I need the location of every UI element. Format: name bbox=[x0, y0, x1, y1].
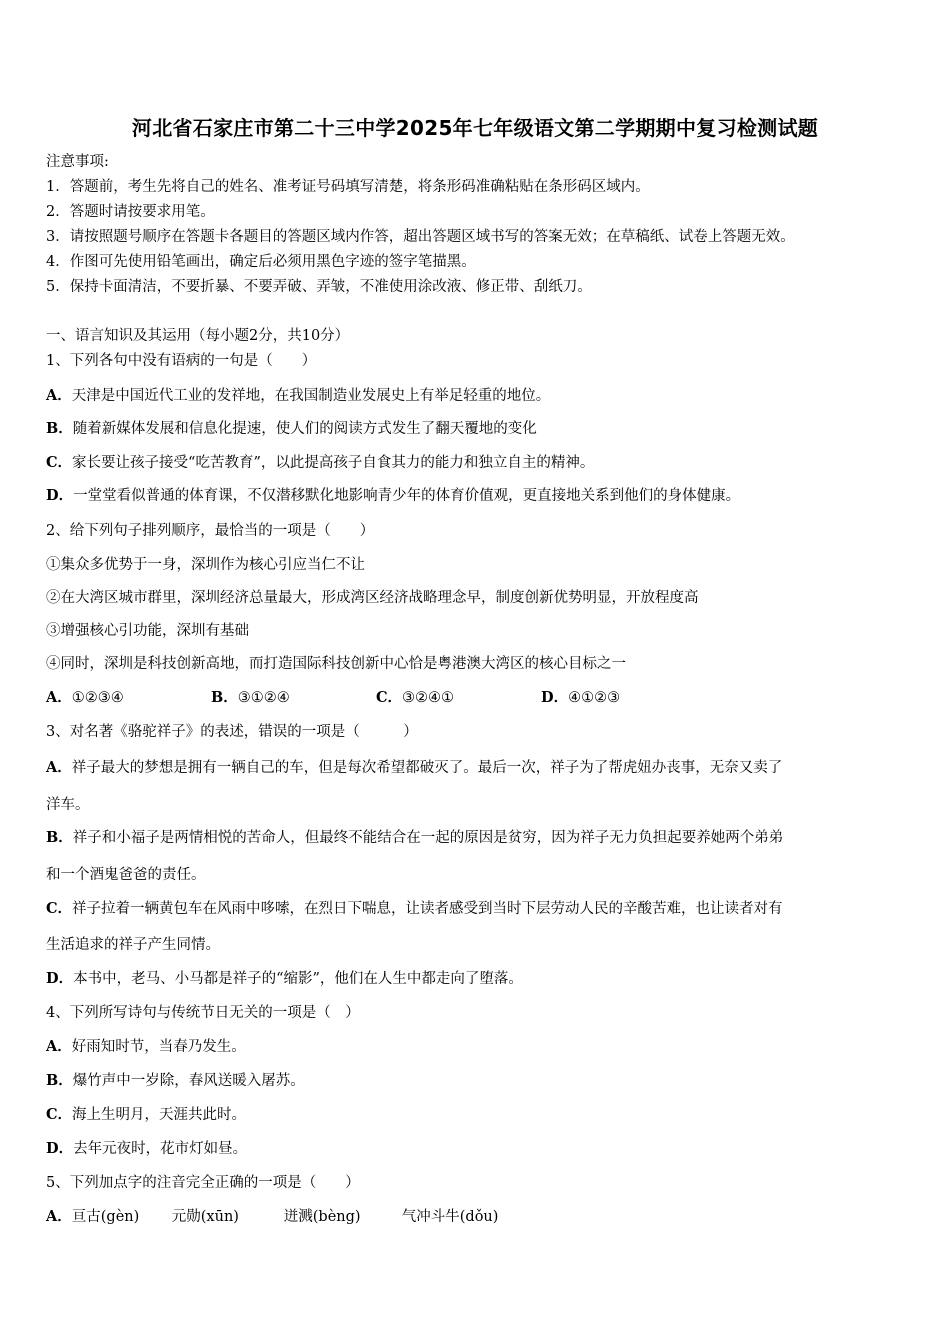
option-text: 天津是中国近代工业的发祥地，在我国制造业发展史上有举足轻重的地位。 bbox=[71, 388, 551, 404]
sentence-item: ①集众多优势于一身，深圳作为核心引应当仁不让 bbox=[46, 557, 365, 573]
option-text: 海上生明月，天涯共此时。 bbox=[72, 1107, 247, 1123]
option-c bbox=[46, 1105, 246, 1125]
option-text-continued: 和一个酒鬼爸爸的责任。 bbox=[46, 867, 206, 883]
option-text: 去年元夜时，花市灯如昼。 bbox=[73, 1141, 248, 1157]
option-text: 本书中，老马、小马都是祥子的“缩影”，他们在人生中都走向了堕落。 bbox=[73, 971, 523, 987]
option-text: 家长要让孩子接受“吃苦教育”，以此提高孩子自食其力的能力和独立自主的精神。 bbox=[72, 455, 595, 471]
question-stem: 3、对名著《骆驼祥子》的表述，错误的一项是（ ） bbox=[46, 724, 418, 740]
option-b bbox=[46, 828, 783, 848]
option-text: 祥子和小福子是两情相悦的苦命人，但最终不能结合在一起的原因是贫穷，因为祥子无力负担起要养她两个弟弟 bbox=[72, 830, 784, 846]
option-text: 一堂堂看似普通的体育课，不仅潜移默化地影响青少年的体育价值观，更直接地关系到他们的身体健康。 bbox=[73, 488, 741, 504]
question-stem: 1、下列各句中没有语病的一句是（ ） bbox=[46, 353, 317, 369]
option-a bbox=[46, 758, 782, 778]
option-label: A． bbox=[46, 387, 72, 404]
option-text: 爆竹声中一岁除，春风送暖入屠苏。 bbox=[72, 1073, 305, 1089]
option-label: D． bbox=[541, 689, 569, 706]
option-label: A． bbox=[46, 1038, 72, 1055]
option-label: A． bbox=[46, 759, 72, 776]
option-text-continued: 生活追求的祥子产生同情。 bbox=[46, 937, 220, 953]
notice-heading: 注意事项: bbox=[46, 154, 109, 170]
notice-item: 5．保持卡面清洁，不要折暴、不要弄破、弄皱，不准使用涂改液、修正带、刮纸刀。 bbox=[46, 279, 592, 295]
section-heading: 一、语言知识及其运用（每小题2分，共10分） bbox=[46, 328, 350, 344]
option-text: ①②③④ bbox=[71, 690, 124, 706]
option-label: C． bbox=[46, 454, 73, 471]
pinyin-item: 气冲斗牛(dǒu) bbox=[401, 1209, 499, 1225]
pinyin-item: 迸溅(bèng) bbox=[283, 1209, 361, 1225]
option-label: B． bbox=[46, 829, 73, 846]
page-title: 河北省石家庄市第二十三中学2025年七年级语文第二学期期中复习检测试题 bbox=[131, 116, 819, 140]
option-text: 祥子拉着一辆黄包车在风雨中哆嗦，在烈日下喘息，让读者感受到当时下层劳动人民的辛酸苦难，也让读者对有 bbox=[72, 901, 783, 917]
option-text-continued: 洋车。 bbox=[46, 797, 90, 813]
question-stem: 5、下列加点字的注音完全正确的一项是（ ） bbox=[46, 1175, 360, 1191]
option-d bbox=[46, 969, 523, 989]
sentence-item: ②在大湾区城市群里，深圳经济总量最大，形成湾区经济战略理念早，制度创新优势明显，开放程度高 bbox=[46, 590, 699, 606]
notice-item: 2．答题时请按要求用笔。 bbox=[46, 204, 215, 220]
option-label: C． bbox=[46, 900, 73, 917]
sentence-item: ③增强核心引功能，深圳有基础 bbox=[46, 623, 249, 639]
option-label: B． bbox=[211, 689, 238, 706]
option-text: ③①②④ bbox=[237, 690, 290, 706]
question-stem: 2、给下列句子排列顺序，最恰当的一项是（ ） bbox=[46, 523, 375, 539]
option-text: ④①②③ bbox=[568, 690, 621, 706]
option-b bbox=[46, 1071, 305, 1091]
sentence-item: ④同时，深圳是科技创新高地，而打造国际科技创新中心恰是粤港澳大湾区的核心目标之一 bbox=[46, 656, 626, 672]
option-c bbox=[376, 688, 541, 708]
notice-item: 1．答题前，考生先将自己的姓名、准考证号码填写清楚，将条形码准确粘贴在条形码区域内。 bbox=[46, 179, 650, 195]
pinyin-item: 元勋(xūn) bbox=[171, 1209, 239, 1225]
option-label: D． bbox=[46, 487, 74, 504]
notice-item: 4．作图可先使用铅笔画出，确定后必须用黑色字迹的签字笔描黑。 bbox=[46, 254, 476, 270]
option-d bbox=[46, 486, 740, 506]
option-a bbox=[46, 1207, 498, 1227]
option-label: B． bbox=[46, 1072, 73, 1089]
option-a bbox=[46, 688, 211, 708]
option-label: C． bbox=[46, 1106, 73, 1123]
option-label: B． bbox=[46, 420, 73, 437]
option-b bbox=[46, 419, 537, 439]
notice-item: 3．请按照题号顺序在答题卡各题目的答题区域内作答，超出答题区域书写的答案无效；在草稿纸、试卷上答题无效。 bbox=[46, 229, 795, 245]
option-d bbox=[46, 1139, 247, 1159]
option-label: A． bbox=[46, 689, 72, 706]
option-b bbox=[211, 688, 376, 708]
option-d bbox=[541, 688, 620, 708]
option-text: 随着新媒体发展和信息化提速，使人们的阅读方式发生了翻天覆地的变化 bbox=[72, 421, 537, 437]
option-label: D． bbox=[46, 970, 74, 987]
question-stem: 4、下列所写诗句与传统节日无关的一项是（ ） bbox=[46, 1005, 360, 1021]
option-text: 祥子最大的梦想是拥有一辆自己的车，但是每次希望都破灭了。最后一次，祥子为了帮虎妞办丧事，无奈又卖了 bbox=[71, 760, 783, 776]
pinyin-item: 亘古(gèn) bbox=[71, 1209, 140, 1225]
option-label: C． bbox=[376, 689, 403, 706]
option-text: 好雨知时节，当春乃发生。 bbox=[71, 1039, 246, 1055]
option-a bbox=[46, 1037, 246, 1057]
options-row bbox=[46, 688, 620, 708]
option-label: A． bbox=[46, 1208, 72, 1225]
option-c bbox=[46, 899, 783, 919]
option-a bbox=[46, 386, 550, 406]
option-c bbox=[46, 453, 594, 473]
option-text: ③②④① bbox=[402, 690, 455, 706]
option-label: D． bbox=[46, 1140, 74, 1157]
